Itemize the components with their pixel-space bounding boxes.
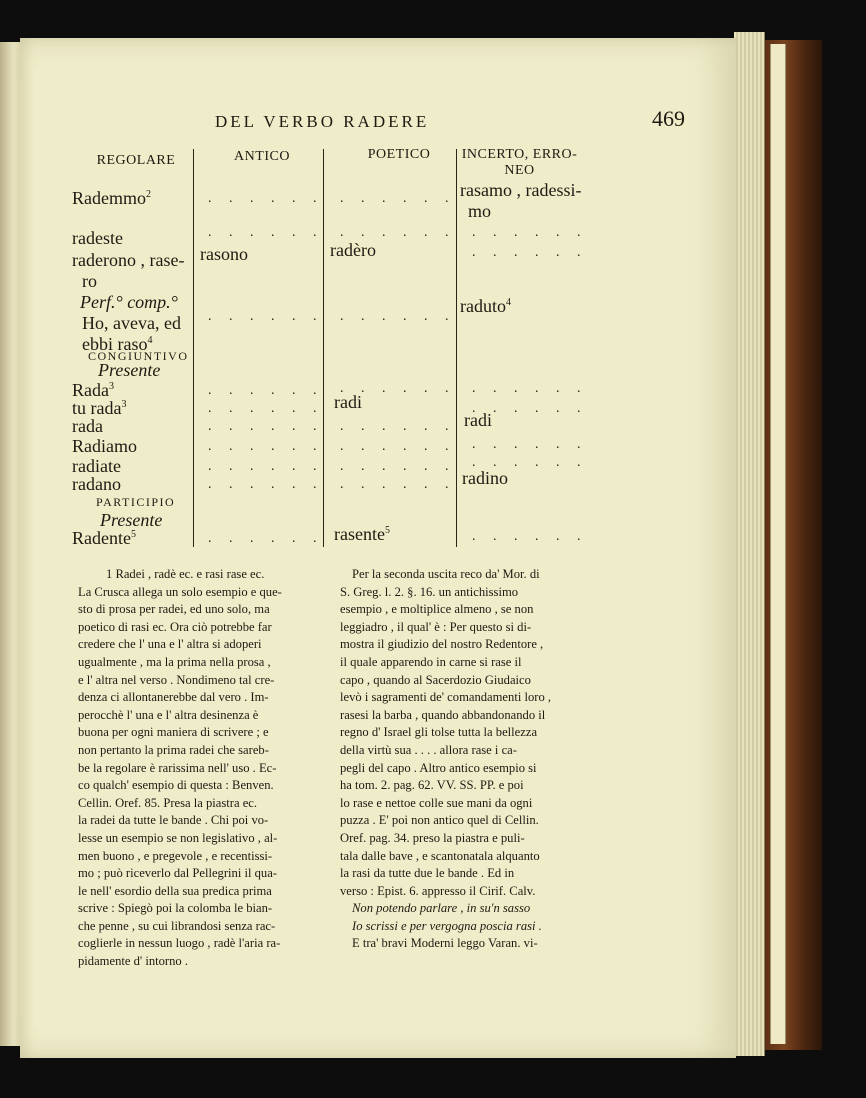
cell-radano: radano [72,474,121,494]
col-divider-1 [193,149,194,547]
dots-antico-10: . . . . . . [208,459,324,474]
note-line: il quale apparendo in carne si rase il [340,654,522,669]
dots-antico-7: . . . . . . [208,401,324,416]
dots-antico-8: . . . . . . [208,419,324,434]
note-line: ugualmente , ma la prima nella prosa , [78,654,271,669]
note-line: lo rase e nettoe colle sue mani da ogni [340,795,533,810]
note-line: scrive : Spiegò poi la colomba le bian- [78,901,273,916]
note-line: Non potendo parlare , in su'n sasso [352,901,531,916]
note-line: rasesi la barba , quando abbandonando il [340,707,546,722]
note-line: Io scrissi e per vergogna poscia rasi . [352,918,542,933]
cell-ho-aveva: Ho, aveva, ed [82,313,181,333]
note-line: della virtù sua . . . . allora rase i ca- [340,742,517,757]
note-line: credere che l' una e l' altra si adoperi [78,637,262,652]
cell-rademmo: Rademmo$^2$ [72,188,151,208]
note-line: e l' altra nel verso . Nondimeno tal cre- [78,672,275,687]
dots-incerto-12: . . . . . . [472,529,588,544]
note-line: puzza . E' poi non antico quel di Cellin. [340,813,539,828]
note-line: La Crusca allega un solo esempio e que- [78,584,282,599]
dots-poetico-8: . . . . . . [340,419,456,434]
col-head-regolare: REGOLARE [96,153,176,168]
label-presente-1: Presente [98,360,161,380]
cell-radiamo: Radiamo [72,436,137,456]
note-line: perocchè l' una e l' altra desinenza è [78,707,259,722]
cell-rasamo: rasamo , radessi- [460,180,582,200]
col-divider-3 [456,149,457,547]
conjugation-table [72,145,592,550]
footnotes-left [78,566,328,971]
cell-radi-poetico: radi [334,392,362,412]
note-line: capo , quando al Sacerdozio Giudaico [340,672,531,687]
dots-antico-2: . . . . . . [208,225,324,240]
dots-poetico-1: . . . . . . [340,191,456,206]
dots-incerto-10: . . . . . . [472,455,588,470]
note-line: la radei da tutte le bande . Chi poi vo- [78,813,269,828]
note-line: regno d' Israel gli tolse tutta la bellezza [340,725,538,740]
cell-rasente: rasente$^5$ [334,524,390,544]
note-line: verso : Epist. 6. appresso il Cirif. Calv. [340,883,536,898]
dots-incerto-2: . . . . . . [472,225,588,240]
note-line: denza ci allontanerebbe dal vero . Im- [78,690,269,705]
dots-antico-1: . . . . . . [208,191,324,206]
label-presente-2: Presente [100,510,163,530]
note-line: poetico di rasi ec. Ora ciò potrebbe far [78,619,272,634]
page-stack-edges [734,32,765,1056]
note-line: men buono , e pregevole , e recentissi- [78,848,273,863]
col-head-poetico: POETICO [367,147,431,162]
cell-rada-1: Rada$^3$ [72,380,114,400]
note-line: Per la seconda uscita reco da' Mor. di [352,567,540,581]
note-line: S. Greg. l. 2. §. 16. un antichissimo [340,584,519,599]
cell-radero: radèro [330,240,376,260]
note-line: mostra il giudizio del nostro Redentore , [340,637,544,652]
note-line: mo ; può riceverlo dal Pellegrini il qua- [78,866,277,881]
note-line: sto di prosa per radei, ed uno solo, ma [78,602,270,617]
cell-ebbi-raso: ebbi raso$^4$ [82,334,153,354]
note-line: le nell' esordio della sua predica prima [78,883,272,898]
col-head-incerto: INCERTO, ERRO- NEO [461,147,578,178]
dots-poetico-10: . . . . . . [340,459,456,474]
dots-poetico-9: . . . . . . [340,439,456,454]
dots-incerto-6: . . . . . . [472,381,588,396]
dots-incerto-3: . . . . . . [472,245,588,260]
label-perfetto-composto: Perf.° comp.° [80,292,178,312]
note-line: che penne , su cui librandosi senza rac- [78,918,276,933]
note-line: lesse un esempio se non legislativo , al- [78,830,278,845]
note-line: pegli del capo . Altro antico esempio si [340,760,537,775]
note-line: Cellin. Oref. 85. Presa la piastra ec. [78,795,258,810]
note-line: 1 Radei , radè ec. e rasi rase ec. [106,567,265,581]
section-participio: PARTICIPIO [96,495,176,509]
note-line: la rasi da tutte due le bande . Ed in [340,866,515,881]
note-line: ha tom. 2. pag. 62. VV. SS. PP. e poi [340,778,524,793]
dots-antico-6: . . . . . . [208,383,324,398]
dots-incerto-9: . . . . . . [472,437,588,452]
dots-poetico-5: . . . . . . [340,309,456,324]
note-line: pidamente d' intorno . [78,954,188,969]
dots-antico-5: . . . . . . [208,309,324,324]
cell-raduto: raduto$^4$ [460,296,511,316]
page-number: 469 [652,106,685,131]
note-line: non pertanto la prima radei che sareb- [78,742,269,757]
dots-incerto-7: . . . . . . [472,401,588,416]
dots-poetico-2: . . . . . . [340,225,456,240]
cell-raderono: raderono , rase- [72,250,185,270]
col-head-antico: ANTICO [234,149,290,164]
footnotes-right [340,566,592,953]
cell-rada-2: rada [72,416,103,436]
dots-antico-9: . . . . . . [208,439,324,454]
page-strip [770,44,786,1044]
cell-rasono: rasono [200,244,248,264]
cell-rasamo-cont: mo [468,201,492,221]
cell-radeste: radeste [72,228,123,248]
cell-tu-rada: tu rada$^3$ [72,398,127,418]
cell-radiate: radiate [72,456,121,476]
note-line: leggiadro , il qual' è : Per questo si di- [340,619,532,634]
running-header [215,108,685,138]
note-line: tala dalle bave , e scantonatala alquanto [340,848,540,863]
note-line: be la regolare è rarissima nell' uso . Ec- [78,760,277,775]
cell-radi-incerto: radi [464,410,492,430]
cell-radente: Radente$^5$ [72,528,136,548]
header-title: DEL VERBO RADERE [215,112,430,131]
note-line: E tra' bravi Moderni leggo Varan. vi- [352,936,538,951]
note-line: co qualch' esempio di questa : Benven. [78,778,274,793]
note-line: Oref. pag. 34. preso la piastra e puli- [340,830,525,845]
section-congiuntivo: CONGIUNTIVO [88,349,189,363]
dots-poetico-6: . . . . . . [340,381,456,396]
dots-antico-11: . . . . . . [208,477,324,492]
note-line: levò i sagramenti de' comandamenti loro , [340,690,552,705]
note-line: esempio , e moltiplice almeno , se non [340,602,534,617]
dots-poetico-11: . . . . . . [340,477,456,492]
note-line: buona per ogni maniera di scrivere ; e [78,725,269,740]
cell-raderono-cont: ro [82,271,97,291]
note-line: coglierle in nessun luogo , radè l'aria ra- [78,936,281,951]
dots-antico-12: . . . . . . [208,531,324,546]
cell-radino: radino [462,468,508,488]
